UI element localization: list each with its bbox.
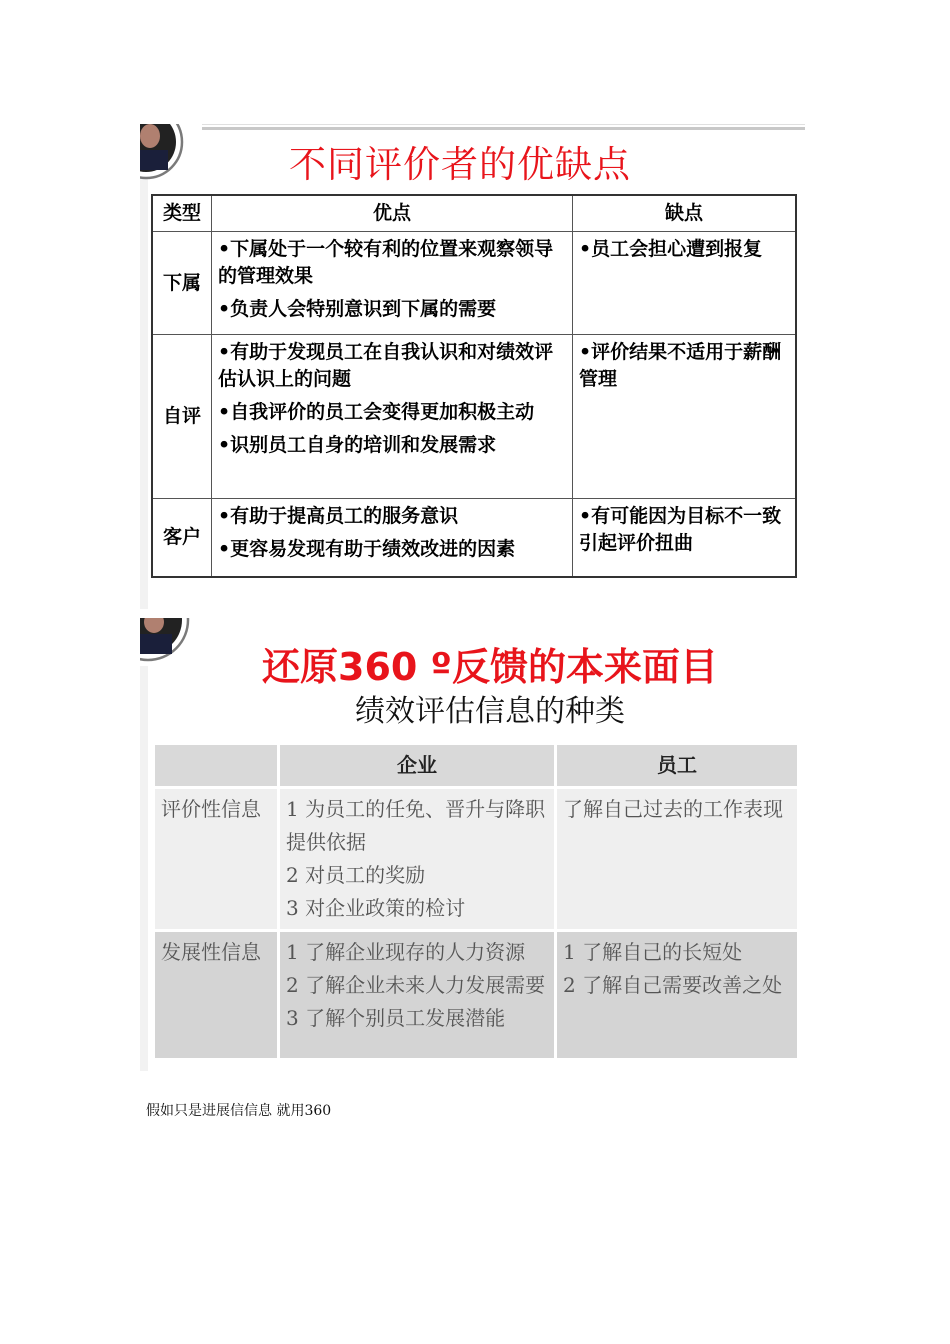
slide-360-feedback [140,618,805,1073]
slide-title: 还原360 º反馈的本来面目 [262,645,718,689]
list-item: 2 了解企业未来人力发展需要 [286,973,546,997]
slide-left-bar [140,179,148,609]
row-label: 评价性信息 [155,789,277,929]
pro-item: •下属处于一个较有利的位置来观察领导的管理效果 [218,238,554,287]
header-employee: 员工 [557,745,797,786]
pro-item: •识别员工自身的培训和发展需求 [218,434,497,456]
row-employee [557,789,797,929]
pro-item: •更容易发现有助于绩效改进的因素 [218,538,516,560]
table-row [152,335,796,499]
table-row [152,499,796,577]
header-cons: 缺点 [573,195,797,232]
row-cons [573,232,797,335]
slide-left-bar [140,666,148,1071]
row-cons [573,335,797,499]
table-header-row [155,745,797,786]
list-item: 1 了解企业现存的人力资源 [286,940,526,964]
pro-item: •有助于提高员工的服务意识 [218,505,459,527]
row-cons [573,499,797,577]
header-enterprise: 企业 [280,745,554,786]
list-item: 3 对企业政策的检讨 [286,896,466,920]
row-enterprise [280,789,554,929]
list-item: 了解自己过去的工作表现 [563,797,783,821]
header-type: 类型 [152,195,212,232]
info-type-table [152,742,800,1061]
table-row [152,232,796,335]
list-item: 3 了解个别员工发展潜能 [286,1006,506,1030]
footnote-text: 假如只是进展信信息 就用360 [146,1103,332,1119]
con-item: •有可能因为目标不一致引起评价扭曲 [579,505,782,554]
row-label: 发展性信息 [155,932,277,1058]
table-row [155,932,797,1058]
row-type: 自评 [152,335,212,499]
row-pros [212,232,573,335]
table-row [155,789,797,929]
slide-evaluator-pros-cons [140,124,805,609]
row-enterprise [280,932,554,1058]
list-item: 2 对员工的奖励 [286,863,426,887]
con-item: •员工会担心遭到报复 [579,238,763,260]
speaker-emblem-icon [140,618,192,664]
slide-top-border [202,124,805,125]
evaluator-table [151,194,797,578]
pro-item: •负责人会特别意识到下属的需要 [218,298,497,320]
slide-top-border-shadow [202,127,805,130]
row-employee [557,932,797,1058]
pro-item: •自我评价的员工会变得更加积极主动 [218,401,535,423]
row-pros [212,499,573,577]
slide-subtitle: 绩效评估信息的种类 [355,694,625,729]
row-pros [212,335,573,499]
list-item: 1 了解自己的长短处 [563,940,743,964]
pro-item: •有助于发现员工在自我认识和对绩效评估认识上的问题 [218,341,554,390]
slide-title: 不同评价者的优缺点 [289,143,631,186]
con-item: •评价结果不适用于薪酬管理 [579,341,782,390]
header-pros: 优点 [212,195,573,232]
row-type: 下属 [152,232,212,335]
list-item: 2 了解自己需要改善之处 [563,973,783,997]
speaker-emblem-icon [140,124,184,182]
table-header-row [152,195,796,232]
row-type: 客户 [152,499,212,577]
header-blank [155,745,277,786]
list-item: 1 为员工的任免、晋升与降职提供依据 [286,797,546,854]
